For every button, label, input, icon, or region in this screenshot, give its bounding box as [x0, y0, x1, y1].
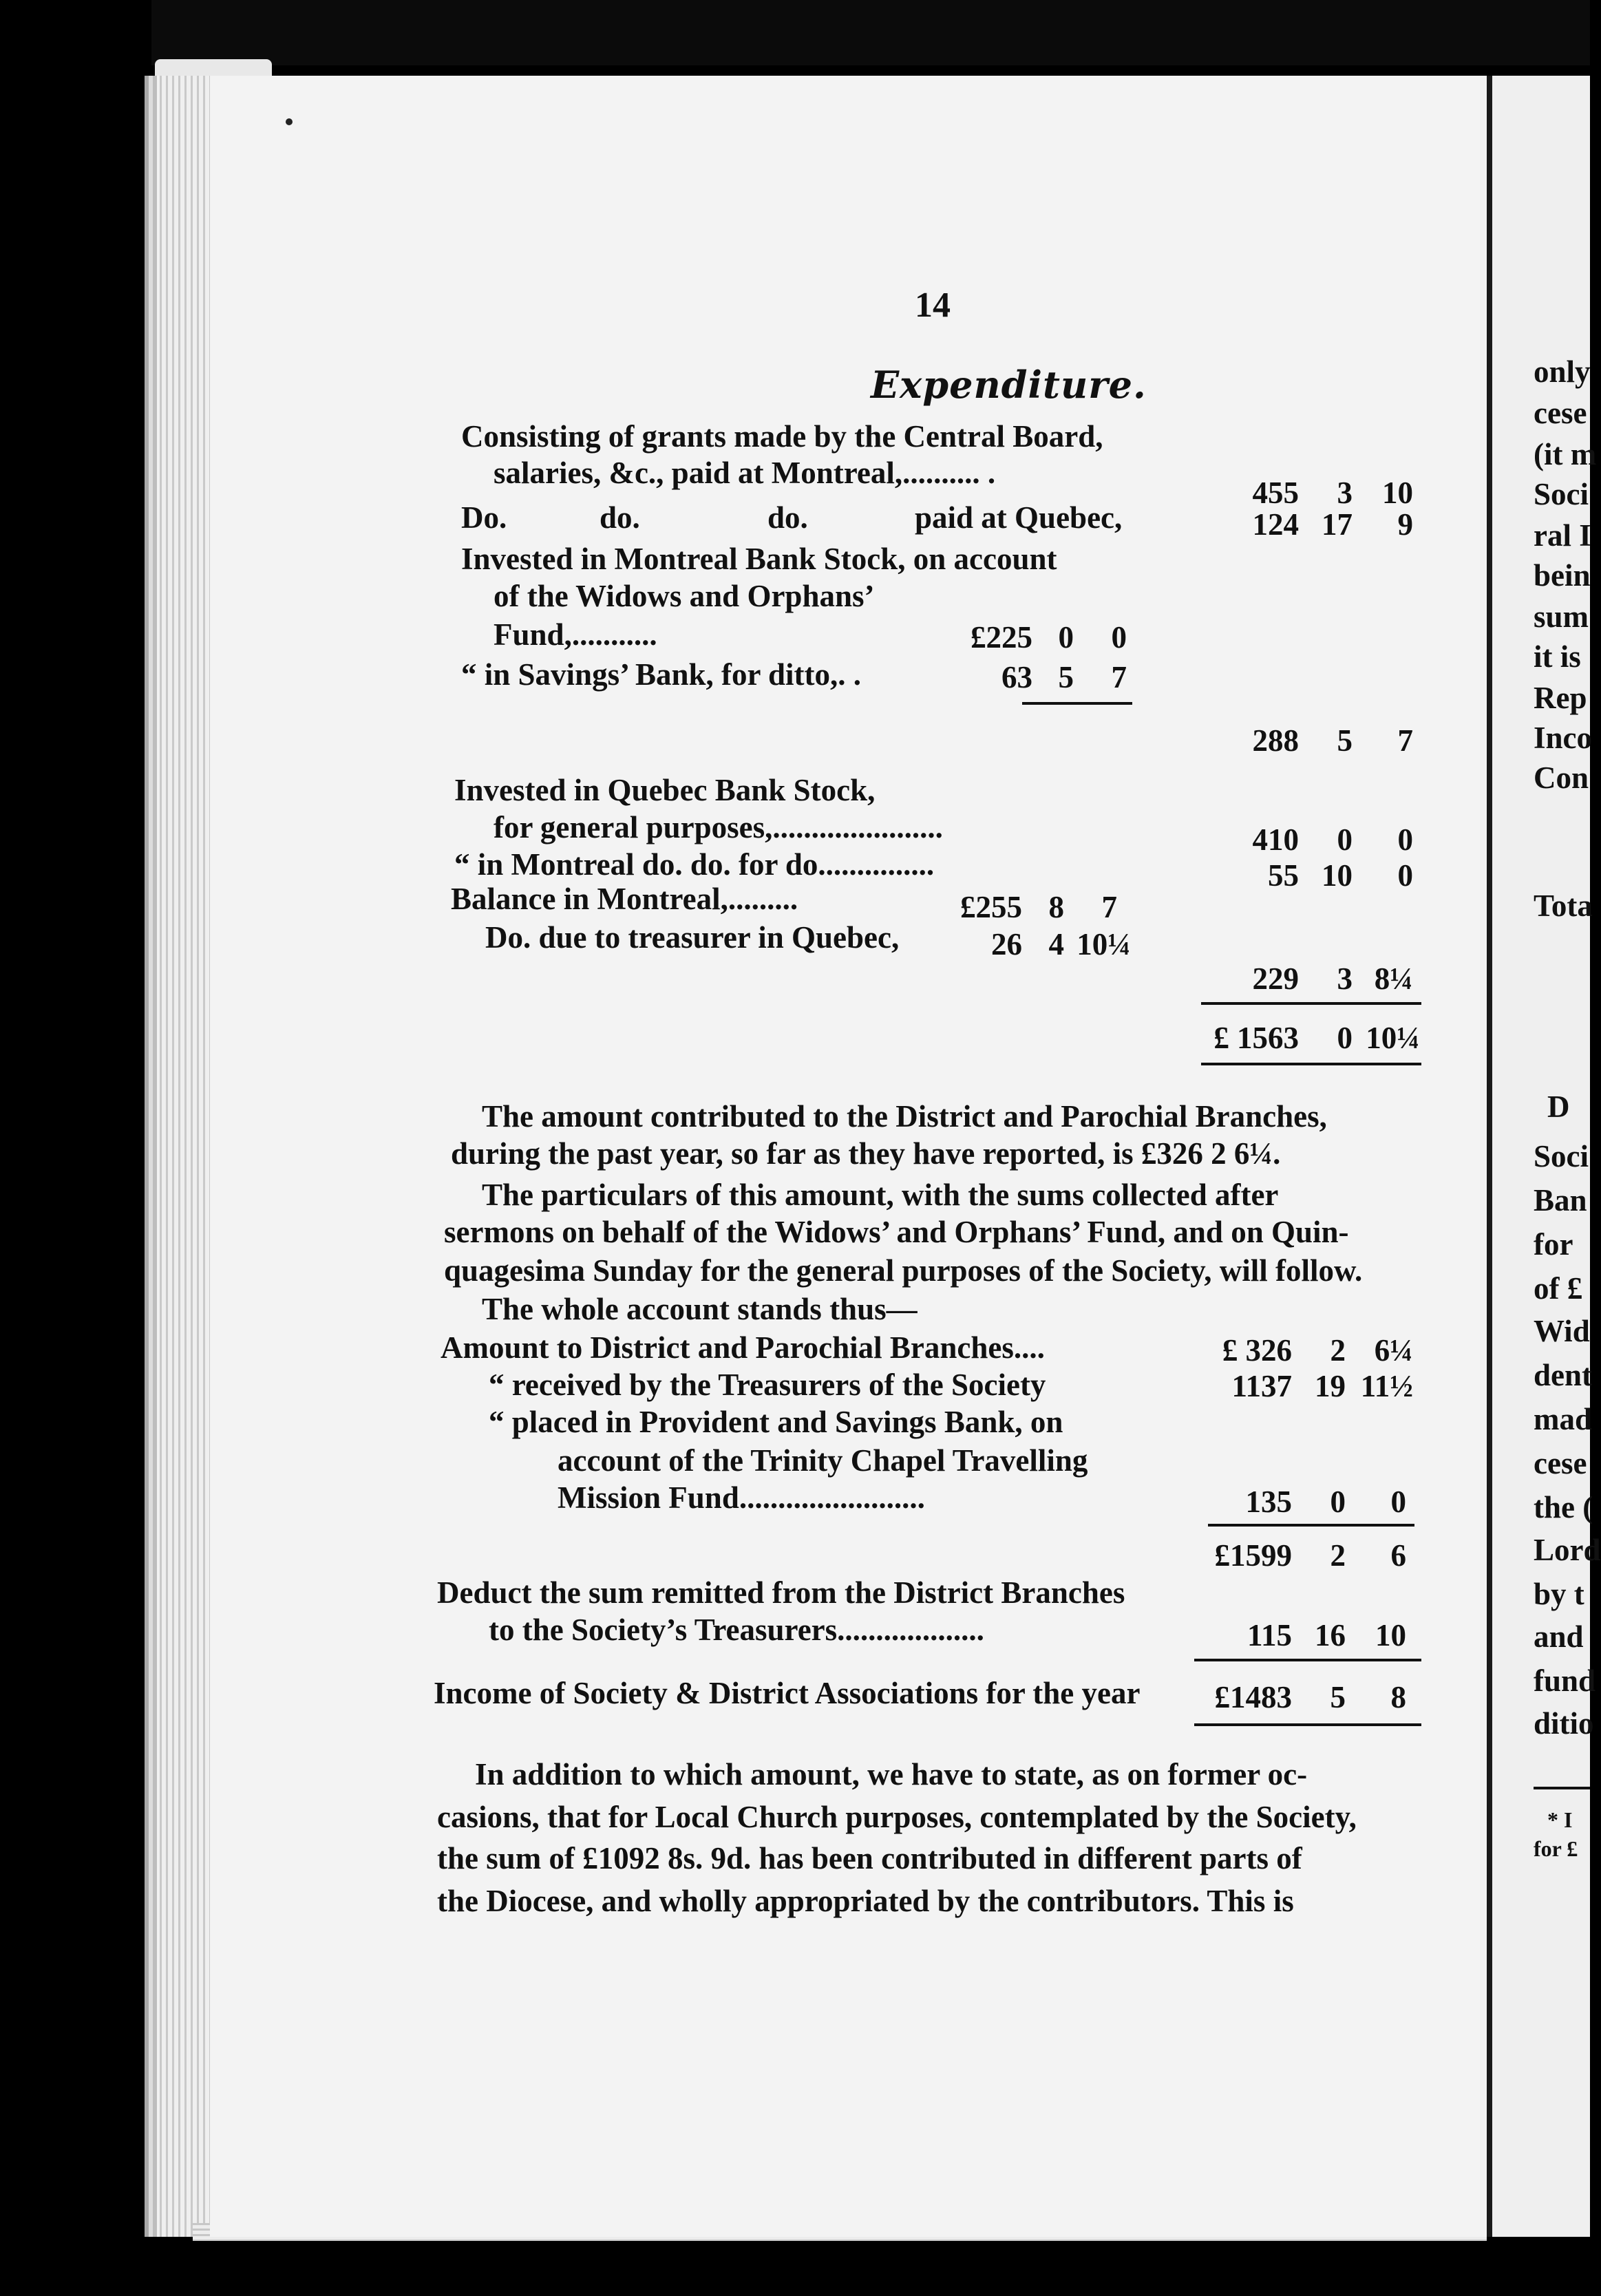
paragraph-line: The amount contributed to the District and Parochial Branches,: [482, 1099, 1327, 1134]
amount-shillings: 8: [1048, 890, 1064, 924]
amount-pence: 9: [1397, 507, 1413, 542]
facing-line: by t: [1534, 1577, 1584, 1611]
entry-text: do.: [767, 500, 808, 535]
facing-line: Con: [1534, 761, 1589, 795]
document-page: [210, 76, 1487, 2237]
entry-text: Invested in Montreal Bank Stock, on account: [461, 542, 1057, 576]
subtotal-rule: [1194, 1659, 1421, 1661]
facing-line: Inco: [1534, 721, 1593, 755]
facing-line: Soci: [1534, 1139, 1589, 1173]
page-edge: [160, 76, 211, 2237]
amount-pence: 7: [1101, 890, 1117, 924]
amount-pounds: 55: [1268, 858, 1299, 893]
facing-line: ral I: [1534, 518, 1591, 553]
amount-pounds: £1599: [1214, 1538, 1292, 1573]
amount-pounds: 26: [991, 927, 1022, 961]
account-text: Amount to District and Parochial Branches....: [441, 1330, 1045, 1365]
amount-pence: 0: [1390, 1485, 1406, 1519]
account-text: Deduct the sum remitted from the District Branches: [437, 1575, 1125, 1610]
facing-line: and: [1534, 1619, 1584, 1654]
facing-line: D: [1547, 1089, 1570, 1124]
account-text: “ placed in Provident and Savings Bank, on: [489, 1405, 1063, 1439]
account-text: Income of Society & District Associations for the year: [434, 1676, 1141, 1710]
amount-shillings: 2: [1330, 1333, 1346, 1368]
facing-line: cese: [1534, 1446, 1587, 1480]
amount-pence: 11½: [1360, 1369, 1413, 1403]
facing-line: Rep: [1534, 681, 1587, 715]
paragraph-line: the sum of £1092 8s. 9d. has been contributed in different parts of: [437, 1841, 1302, 1875]
page-gutter: [1487, 76, 1492, 2237]
scan-frame-top: [151, 0, 1590, 65]
entry-text: salaries, &c., paid at Montreal,.......... .: [494, 456, 996, 490]
facing-line: of £: [1534, 1271, 1583, 1306]
entry-text: of the Widows and Orphans’: [494, 579, 875, 613]
amount-pounds: 288: [1252, 723, 1299, 758]
account-text: to the Society’s Treasurers...................: [489, 1613, 984, 1647]
facing-page: [1492, 76, 1601, 2237]
facing-line: mad: [1534, 1402, 1593, 1436]
entry-text: Fund,...........: [494, 617, 657, 652]
page-number: 14: [915, 286, 951, 325]
entry-text: for general purposes,......................: [494, 810, 943, 844]
entry-text: Do.: [461, 500, 507, 535]
entry-text: Consisting of grants made by the Central Board,: [461, 419, 1103, 454]
amount-shillings: 3: [1337, 476, 1353, 510]
entry-text: Invested in Quebec Bank Stock,: [454, 773, 876, 807]
facing-line: sum: [1534, 599, 1589, 634]
footnote-rule: [1534, 1787, 1590, 1789]
amount-pounds: 124: [1252, 507, 1299, 542]
account-text: Mission Fund........................: [558, 1480, 925, 1515]
amount-pounds: 135: [1245, 1485, 1292, 1519]
facing-line: Ban: [1534, 1183, 1587, 1218]
amount-shillings: 16: [1315, 1618, 1346, 1652]
ink-speck: [286, 118, 293, 125]
facing-line: Tota: [1534, 889, 1593, 923]
amount-pounds: 410: [1252, 822, 1299, 857]
account-text: “ received by the Treasurers of the Society: [489, 1368, 1046, 1402]
amount-shillings: 0: [1330, 1485, 1346, 1519]
amount-shillings: 10: [1322, 858, 1353, 893]
paragraph-line: casions, that for Local Church purposes, contemplated by the Society,: [437, 1800, 1357, 1834]
facing-line: Lord: [1534, 1533, 1601, 1567]
amount-pounds: £255: [960, 890, 1022, 924]
amount-pence: 0: [1397, 858, 1413, 893]
amount-pence: 8¼: [1374, 961, 1413, 996]
subtotal-rule: [1022, 702, 1132, 705]
footnote-line: * I: [1547, 1807, 1573, 1832]
facing-line: Soci: [1534, 477, 1589, 511]
entry-text: do.: [600, 500, 640, 535]
entry-text: “ in Montreal do. do. for do...............: [454, 847, 935, 882]
paragraph-line: sermons on behalf of the Widows’ and Orphans’ Fund, and on Quin-: [444, 1215, 1349, 1249]
amount-shillings: 0: [1337, 1021, 1353, 1055]
facing-line: bein: [1534, 558, 1591, 593]
facing-line: Wid: [1534, 1314, 1590, 1348]
entry-text: paid at Quebec,: [915, 500, 1123, 535]
amount-shillings: 17: [1322, 507, 1353, 542]
facing-line: dent: [1534, 1358, 1593, 1392]
amount-pounds: £225: [971, 620, 1032, 655]
facing-line: for: [1534, 1227, 1573, 1262]
facing-line: (it m: [1534, 437, 1597, 471]
amount-pence: 10: [1382, 476, 1413, 510]
amount-shillings: 5: [1337, 723, 1353, 758]
amount-shillings: 0: [1058, 620, 1074, 655]
entry-text: “ in Savings’ Bank, for ditto,. .: [461, 657, 861, 692]
amount-shillings: 19: [1315, 1369, 1346, 1403]
amount-pence: 10¼: [1366, 1021, 1420, 1055]
footnote-line: for £: [1534, 1836, 1578, 1861]
facing-line: it is: [1534, 639, 1581, 674]
total-rule: [1194, 1723, 1421, 1726]
paragraph-line: The particulars of this amount, with the sums collected after: [482, 1178, 1279, 1212]
subtotal-rule: [1208, 1524, 1414, 1527]
amount-pounds: £ 326: [1222, 1333, 1292, 1368]
paragraph-line: The whole account stands thus—: [482, 1292, 918, 1326]
amount-shillings: 3: [1337, 961, 1353, 996]
section-heading: Expenditure.: [871, 363, 1147, 407]
paragraph-line: quagesima Sunday for the general purposes of the Society, will follow.: [444, 1253, 1363, 1288]
amount-pence: 7: [1111, 660, 1127, 694]
amount-pence: 6: [1390, 1538, 1406, 1573]
amount-pence: 8: [1390, 1680, 1406, 1714]
facing-line: the (: [1534, 1490, 1593, 1524]
amount-pounds: 115: [1247, 1618, 1292, 1652]
paragraph-line: In addition to which amount, we have to state, as on former oc-: [475, 1757, 1308, 1792]
amount-pence: 6¼: [1374, 1333, 1413, 1368]
amount-pence: 0: [1397, 822, 1413, 857]
amount-shillings: 4: [1048, 927, 1064, 961]
facing-line: cese: [1534, 396, 1587, 430]
paragraph-line: the Diocese, and wholly appropriated by the contributors. This is: [437, 1884, 1294, 1918]
amount-shillings: 5: [1330, 1680, 1346, 1714]
amount-pounds: £1483: [1214, 1680, 1292, 1714]
amount-shillings: 0: [1337, 822, 1353, 857]
amount-pence: 10: [1375, 1618, 1406, 1652]
amount-pence: 0: [1111, 620, 1127, 655]
amount-pence: 7: [1397, 723, 1413, 758]
amount-shillings: 2: [1330, 1538, 1346, 1573]
amount-pounds: 229: [1252, 961, 1299, 996]
facing-line: ditio: [1534, 1706, 1594, 1741]
amount-pounds: 455: [1252, 476, 1299, 510]
facing-line: only: [1534, 354, 1591, 389]
facing-line: fund: [1534, 1663, 1596, 1698]
amount-pounds: £ 1563: [1213, 1021, 1299, 1055]
account-text: account of the Trinity Chapel Travelling: [558, 1443, 1088, 1478]
amount-pounds: 63: [1001, 660, 1032, 694]
paragraph-line: during the past year, so far as they have reported, is £326 2 6¼.: [451, 1136, 1281, 1171]
total-double-rule: [1201, 1063, 1421, 1065]
entry-text: Do. due to treasurer in Quebec,: [485, 920, 900, 955]
amount-pounds: 1137: [1231, 1369, 1292, 1403]
amount-pence: 10¼: [1077, 927, 1131, 961]
total-rule: [1201, 1002, 1421, 1005]
amount-shillings: 5: [1058, 660, 1074, 694]
entry-text: Balance in Montreal,.........: [451, 882, 798, 916]
